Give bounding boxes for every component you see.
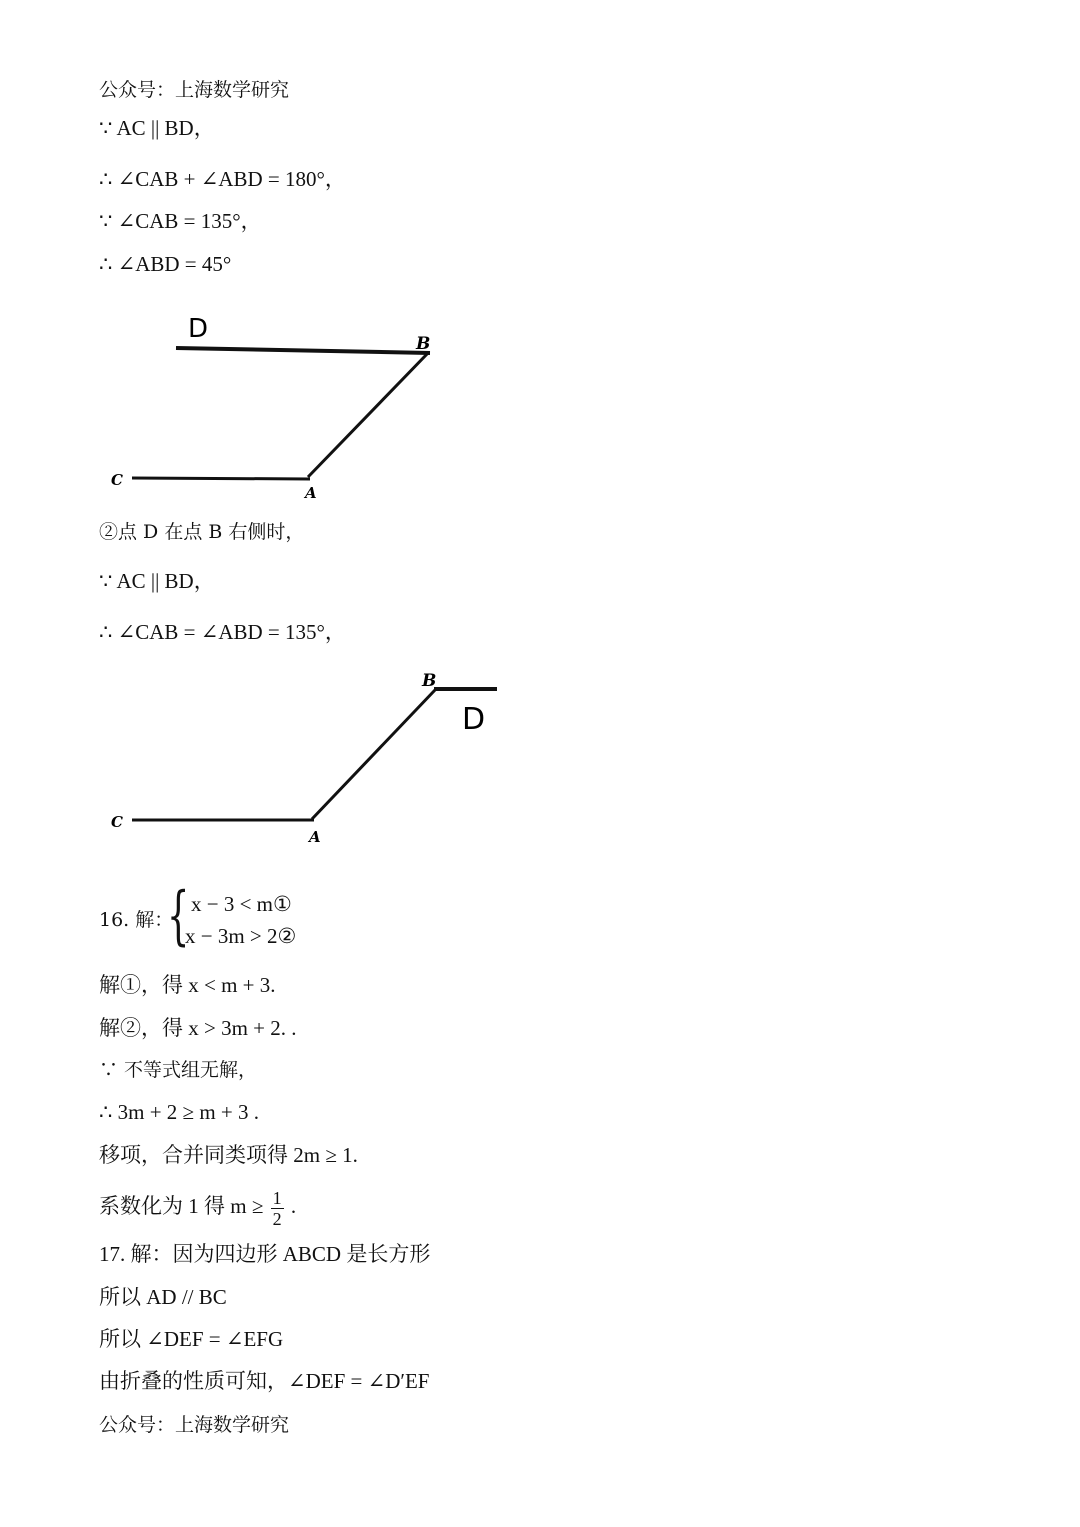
q17-parallel: 所以 AD // BC	[99, 1285, 227, 1309]
figure-1-segment-ba	[308, 353, 428, 477]
left-brace: {	[167, 879, 190, 953]
figure-2-label-b: B	[422, 671, 437, 691]
figure-1-label-b: B	[416, 334, 431, 354]
figure-2	[100, 665, 520, 850]
figure-1	[100, 305, 460, 510]
solve-inequality-1: 解①，得 x < m + 3.	[99, 973, 276, 997]
fraction-one-half	[271, 1188, 284, 1229]
figure-1-segment-ca	[132, 478, 310, 479]
no-solution-statement: ∵ 不等式组无解，	[99, 1059, 258, 1081]
final-result-prefix: 系数化为 1 得 m ≥	[99, 1194, 264, 1218]
figure-1-label-a: A	[305, 484, 317, 502]
step-equal-angles: ∴ ∠CAB = ∠ABD = 135°，	[99, 620, 346, 644]
q17-folding: 由折叠的性质可知，∠DEF = ∠D′EF	[99, 1369, 430, 1393]
figure-2-label-d: D	[462, 702, 486, 737]
step-parallel-2: ∵ AC || BD，	[99, 569, 215, 593]
q17-equal-angles: 所以 ∠DEF = ∠EFG	[99, 1327, 284, 1351]
final-result	[99, 1182, 296, 1230]
step-result-45: ∴ ∠ABD = 45°	[99, 252, 232, 276]
q17-intro: 17. 解：因为四边形 ABCD 是长方形	[99, 1242, 431, 1266]
step-given-angle: ∵ ∠CAB = 135°，	[99, 209, 262, 233]
page-header: 公众号：上海数学研究	[99, 79, 290, 101]
q16-label: 16. 解：	[99, 909, 174, 931]
figure-2-label-c: C	[111, 813, 123, 831]
fraction-numerator: 1	[272, 1187, 282, 1208]
solve-inequality-2: 解②，得 x > 3m + 2. .	[99, 1016, 297, 1040]
case-2-heading: ②点 D 在点 B 右侧时，	[99, 521, 305, 543]
figure-1-label-c: C	[111, 471, 123, 489]
inequality-system	[99, 879, 399, 953]
figure-2-segment-ba	[312, 690, 435, 819]
inequality-1: x − 3 < m①	[191, 892, 292, 916]
final-result-suffix: .	[290, 1194, 297, 1218]
condition-statement: ∴ 3m + 2 ≥ m + 3 .	[99, 1100, 259, 1124]
step-parallel-1: ∵ AC || BD，	[99, 116, 215, 140]
figure-2-label-a: A	[309, 828, 321, 846]
page-footer: 公众号：上海数学研究	[99, 1414, 290, 1436]
fraction-denominator: 2	[272, 1208, 282, 1229]
combine-terms: 移项，合并同类项得 2m ≥ 1.	[99, 1143, 358, 1167]
inequality-2: x − 3m > 2②	[185, 924, 297, 948]
figure-1-segment-db	[176, 348, 430, 353]
step-angle-sum: ∴ ∠CAB + ∠ABD = 180°，	[99, 167, 346, 191]
figure-1-label-d: D	[188, 314, 209, 344]
